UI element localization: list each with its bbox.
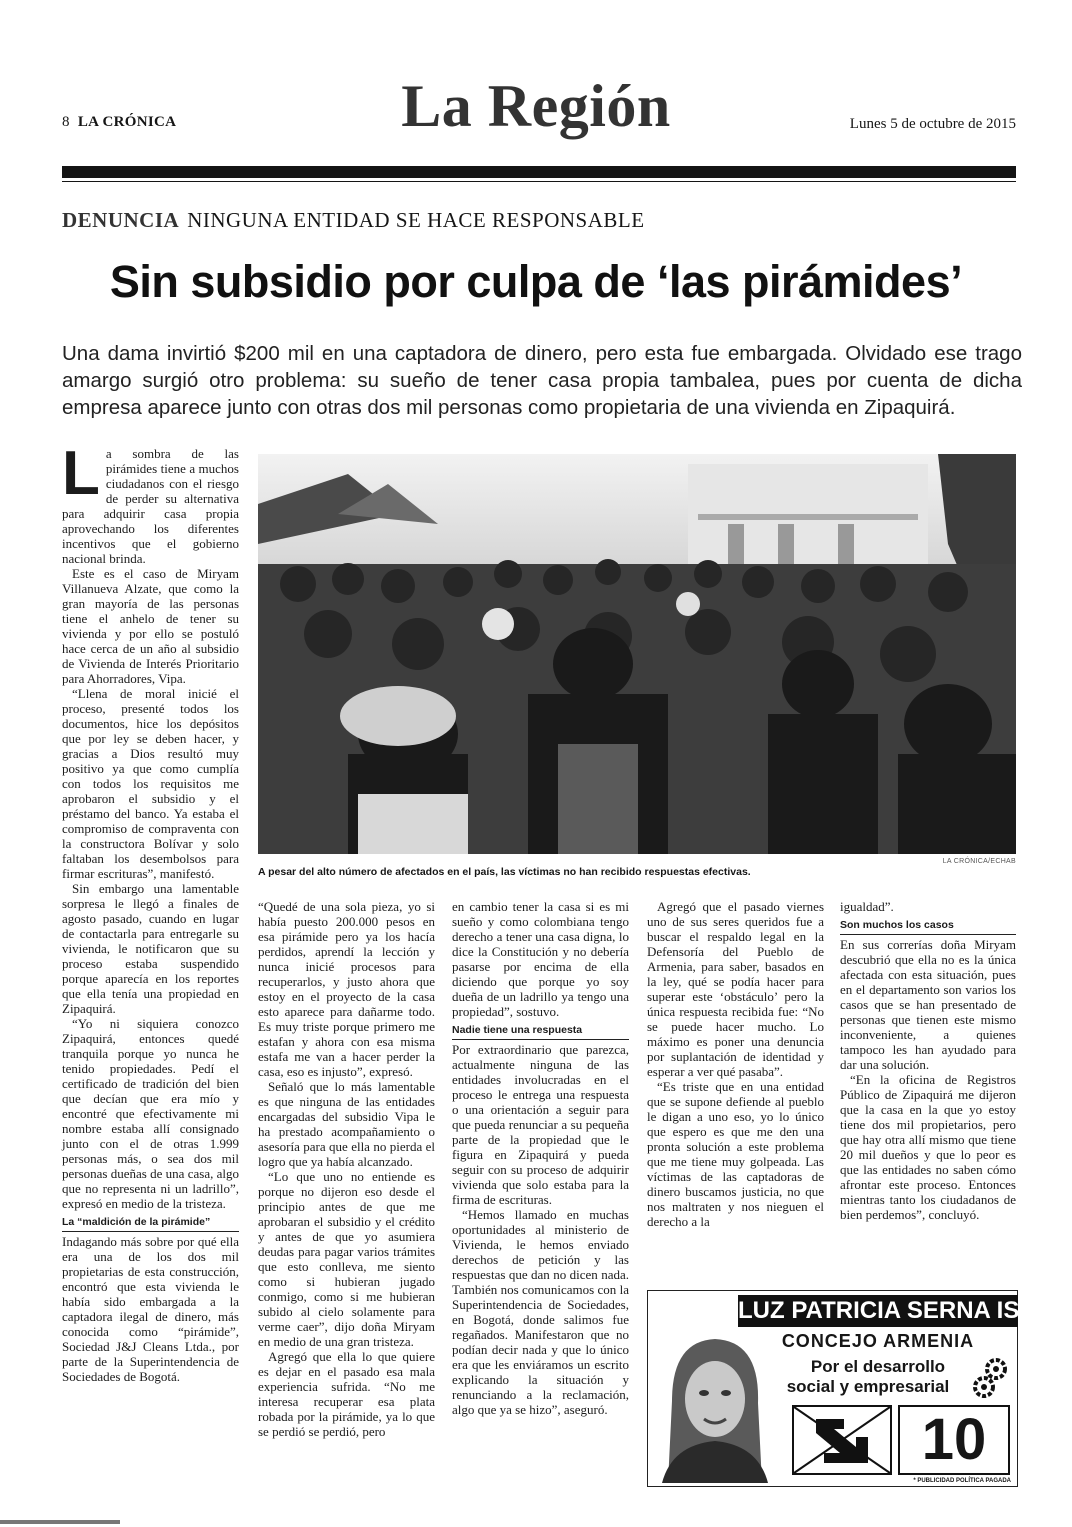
article-column-2: [258, 899, 435, 1439]
subheading: La “maldición de la pirámide”: [62, 1215, 239, 1232]
header-rule: [62, 166, 1016, 178]
kicker-label: DENUNCIA: [62, 208, 180, 232]
subheading: Nadie tiene una respuesta: [452, 1023, 629, 1040]
paragraph: “Es triste que en una entidad que se supone defiende al pueblo le digan a uno eso, yo lo único que espero es que me den una pronta solución a este problema que me tiene muy golpeada. Las víctimas de las captadoras de dinero buscamos justicia, no que nos maltraten y nos nieguen el derecho a la: [647, 1079, 824, 1229]
party-logo-icon: [792, 1405, 892, 1475]
paragraph: Sin embargo una lamentable sorpresa le llegó a finales de agosto pasado, cuando en lugar de contactarla para entregarle su vivienda, le notificaron que su proceso estaba suspendido porque aparecía en los reportes que ella tenía una propiedad en Zipaquirá.: [62, 881, 239, 1016]
candidate-photo: [652, 1321, 778, 1483]
paid-ad-note: * PUBLICIDAD POLÍTICA PAGADA: [913, 1478, 1011, 1484]
crowd-photo: [258, 454, 1016, 854]
article-headline: Sin subsidio por culpa de ‘las pirámides’: [109, 256, 963, 307]
drop-cap: L: [62, 439, 100, 508]
header-rule-thin: [62, 181, 1016, 182]
paragraph: “Lo que uno no entiende es porque no dijeron eso desde el principio antes de que me aprobaran el subsidio y el crédito y antes de que yo asumiera deudas para pagar varios trámites que esto conlleva, me siento como si hubieran jugado conmigo, como si me hubieran subido al cielo solamente para verme caer”, dijo doña Miryam en medio de una gran tristeza.: [258, 1169, 435, 1349]
paragraph: Agregó que el pasado viernes uno de sus seres queridos fue a buscar el respaldo legal en la Defensoría del Pueblo de Armenia, para saber, basados en la ley, qué se podía hacer para superar este ‘obstáculo’ pero la única respuesta recibida fue: “No se puede hacer mucho. Lo máximo es poner una denuncia por suplantación de identidad y esperar a ver qué pasaba”.: [647, 899, 824, 1079]
paragraph: “Yo ni siquiera conozco Zipaquirá, entonces quedé tranquila porque yo nunca he tenido propiedades. Pedí el certificado de tradición del bien que decían que era mío y encontré que efectivamente mi nombre estaba allí consignado junto con el de otras 1.999 personas más, o sea dos mil personas dueñas de una casa, algo que no representa ni un ladrillo”, expresó en medio de la tristeza.: [62, 1016, 239, 1211]
article-lead: Una dama invirtió $200 mil en una captadora de dinero, pero esta fue embargada. Olvidado ese trago amargo surgió otro problema: su sueño de tener casa propia tambalea, pues por cuenta de dicha empresa aparece junto con otras dos mil personas como propietaria de una vivienda en Zipaquirá.: [62, 342, 1022, 419]
page-edge-mark: [0, 1520, 120, 1524]
candidate-name: LUZ PATRICIA SERNA ISAZA: [738, 1295, 1018, 1327]
paragraph: “Hemos llamado en muchas oportunidades al ministerio de Vivienda, le hemos enviado derechos de petición y las respuestas que dan no dicen nada. También nos comunicamos con la Superintendencia de Sociedades, en Bogotá, donde salimos fue regañados. Manifestaron que no podían decir nada y que lo único era que les enviáramos un escrito explicando la situación y renunciando a la reclamación, algo que ya se hizo”, aseguró.: [452, 1207, 629, 1417]
political-ad: [647, 1290, 1069, 1487]
gear-icon: [970, 1355, 1012, 1401]
issue-date: Lunes 5 de octubre de 2015: [849, 116, 1016, 132]
paragraph: Por extraordinario que parezca, actualmente ninguna de las entidades involucradas en el proceso le entrega una respuesta o una orientación a seguir para que pueda renunciar a su pequeña parte de la propiedad que le figura en Zipaquirá y pueda seguir con su proceso de adquirir vivienda que solo estaba para la firma de escrituras.: [452, 1042, 629, 1207]
paragraph: en cambio tener la casa si es mi sueño y como colombiana tengo derecho a tener una casa digna, lo dice la Constitución y no debería pasarse por encima de ella diciendo que porque yo soy dueña de un ladrillo ya tengo una propiedad”, sostuvo.: [452, 899, 629, 1019]
article-column-1: [62, 439, 239, 1384]
paragraph: “Quedé de una sola pieza, yo si había puesto 200.000 pesos en esa pirámide pero ya los hacía perdidos, aprendí la lección y nunca inicié procesos para recuperarlos, y justo ahora que estoy en el proyecto de la casa esto aparece para dañarme todo. Es muy triste porque primero me estafan y ahora con esa misma estafa me van a hacer perder la casa, eso es injusto”, expresó.: [258, 899, 435, 1079]
ad-slogan-line-1: Por el desarrollo: [810, 1357, 946, 1376]
page-number: 8: [62, 114, 70, 130]
article-kicker: [62, 208, 645, 233]
paragraph: a sombra de las pirámides tiene a muchos ciudadanos con el riesgo de perder su alternativa para adquirir casa propia aprovechando los diferentes incentivos que el gobierno nacional brinda.: [62, 446, 239, 566]
photo-caption: A pesar del alto número de afectados en el país, las víctimas no han recibido respuestas efectivas.: [258, 866, 751, 878]
paragraph: Este es el caso de Miryam Villanueva Alzate, que como la gran mayoría de las personas tiene el anhelo de tener su vivienda y por ello se postuló hace cerca de un año al subsidio de Vivienda de Interés Prioritario para Ahorradores, Vipa.: [62, 566, 239, 686]
ad-slogan-line-2: social y empresarial: [786, 1377, 950, 1396]
article-column-4: [647, 899, 824, 1229]
photo-credit: LA CRÓNICA/ECHAB: [942, 858, 1016, 865]
kicker-text: NINGUNA ENTIDAD SE HACE RESPONSABLE: [187, 208, 645, 232]
paragraph: En sus correrías doña Miryam descubrió que ella no es la única afectada con esta situación, pues en el departamento son varios los casos que se han presentado de personas que tienen este mismo inconveniente, a quienes tampoco les han ayudado para dar una solución.: [840, 937, 1016, 1072]
paragraph: igualdad”.: [840, 899, 894, 914]
candidate-office: CONCEJO ARMENIA: [781, 1331, 975, 1351]
section-title: La Región: [401, 73, 671, 139]
paper-name: LA CRÓNICA: [77, 114, 177, 130]
paragraph: “En la oficina de Registros Público de Zipaquirá me dijeron que la casa en la que yo estoy tiene dos mil propietarios, pero que hay otra allí mismo que tiene 20 mil dueños y que lo peor es que las entidades no saben cómo afrontar este proceso. Entonces mientras tanto los ciudadanos de bien perdemos”, concluyó.: [840, 1072, 1016, 1222]
article-column-5: [840, 899, 1016, 1222]
paragraph: Indagando más sobre por qué ella era una de los dos mil propietarias de esta construcción, encontró que esta vivienda le había sido embargada a la captadora ilegal de dinero, más conocida como “pirámide”, Sociedad J&J Cleans Ltda., por parte de la Superintendencia de Sociedades de Bogotá.: [62, 1234, 239, 1384]
article-column-3: [452, 899, 629, 1417]
subheading: Son muchos los casos: [840, 918, 1016, 935]
candidate-number: 10: [898, 1405, 1010, 1475]
paragraph: Señaló que lo más lamentable es que ninguna de las entidades encargadas del subsidio Vipa le ha prestado acompañamiento o asesoría para que ella no pierda el logro que ya había alcanzado.: [258, 1079, 435, 1169]
paragraph: Agregó que ella lo que quiere es dejar en el pasado esa mala experiencia sufrida. “No me interesa recuperar esa plata robada por la pirámide, ya lo que se perdió se perdió, pero: [258, 1349, 435, 1439]
paragraph: “Llena de moral inicié el proceso, presenté todos los documentos, hice los depósitos que por ley se deben hacer, y gracias a Dios resultó muy positivo ya que como cumplía con todos los requisitos me aprobaron el subsidio y el préstamo del banco. Ya estaba el compromiso de compraventa con la constructora Bolívar y solo faltaban los desembolsos para firmar escrituras”, manifestó.: [62, 686, 239, 881]
